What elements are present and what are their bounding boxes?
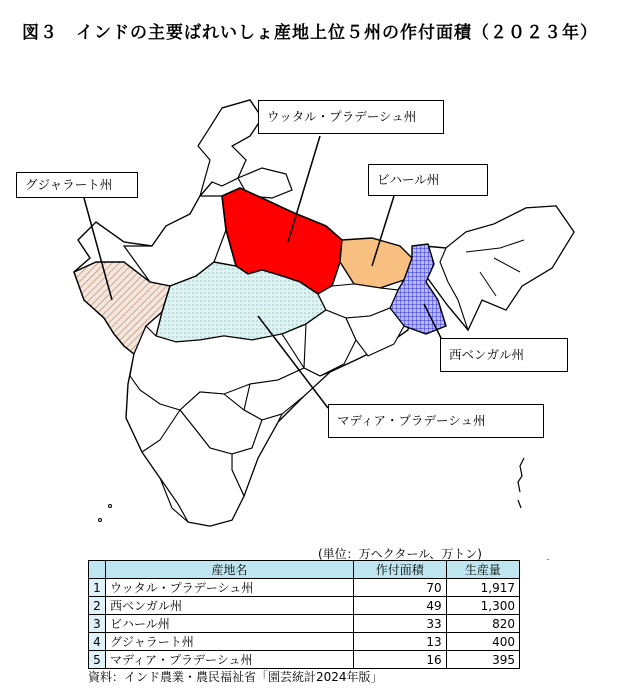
unit-label: (単位：万ヘクタール、万トン) [318,547,482,561]
callout-west-bengal: 西ベンガル州 [440,338,568,372]
row-area: 16 [353,651,446,669]
table-header-row [89,561,520,579]
row-no: 1 [89,579,106,597]
header-production: 生産量 [446,561,519,579]
row-name: ビハール州 [106,615,354,633]
row-no: 2 [89,597,106,615]
callout-gujarat: グジャラート州 [16,172,138,198]
row-no: 5 [89,651,106,669]
row-area: 70 [353,579,446,597]
row-production: 1,917 [446,579,519,597]
row-area: 33 [353,615,446,633]
callout-bihar: ビハール州 [368,164,488,196]
row-production: 820 [446,615,519,633]
figure-title: 図３ インドの主要ばれいしょ産地上位５州の作付面積（２０２３年） [22,23,598,43]
production-table [88,560,520,669]
row-no: 3 [89,615,106,633]
row-production: 400 [446,633,519,651]
row-production: 395 [446,651,519,669]
row-name: グジャラート州 [106,633,354,651]
table-row [89,615,520,633]
callout-madhya-pradesh: マディア・プラデーシュ州 [328,404,544,438]
table-row [89,597,520,615]
row-name: 西ベンガル州 [106,597,354,615]
table-row [89,579,520,597]
row-name: マディア・プラデーシュ州 [106,651,354,669]
header-area: 作付面積 [353,561,446,579]
row-production: 1,300 [446,597,519,615]
row-area: 13 [353,633,446,651]
table-row [89,651,520,669]
callout-uttar-pradesh: ウッタル・プラデーシュ州 [258,100,444,134]
source-note: 資料：インド農業・農民福祉省「園芸統計2024年版」 [88,670,383,684]
row-no: 4 [89,633,106,651]
header-no [89,561,106,579]
row-area: 49 [353,597,446,615]
row-name: ウッタル・プラデーシュ州 [106,579,354,597]
table-row [89,633,520,651]
header-name: 産地名 [106,561,354,579]
